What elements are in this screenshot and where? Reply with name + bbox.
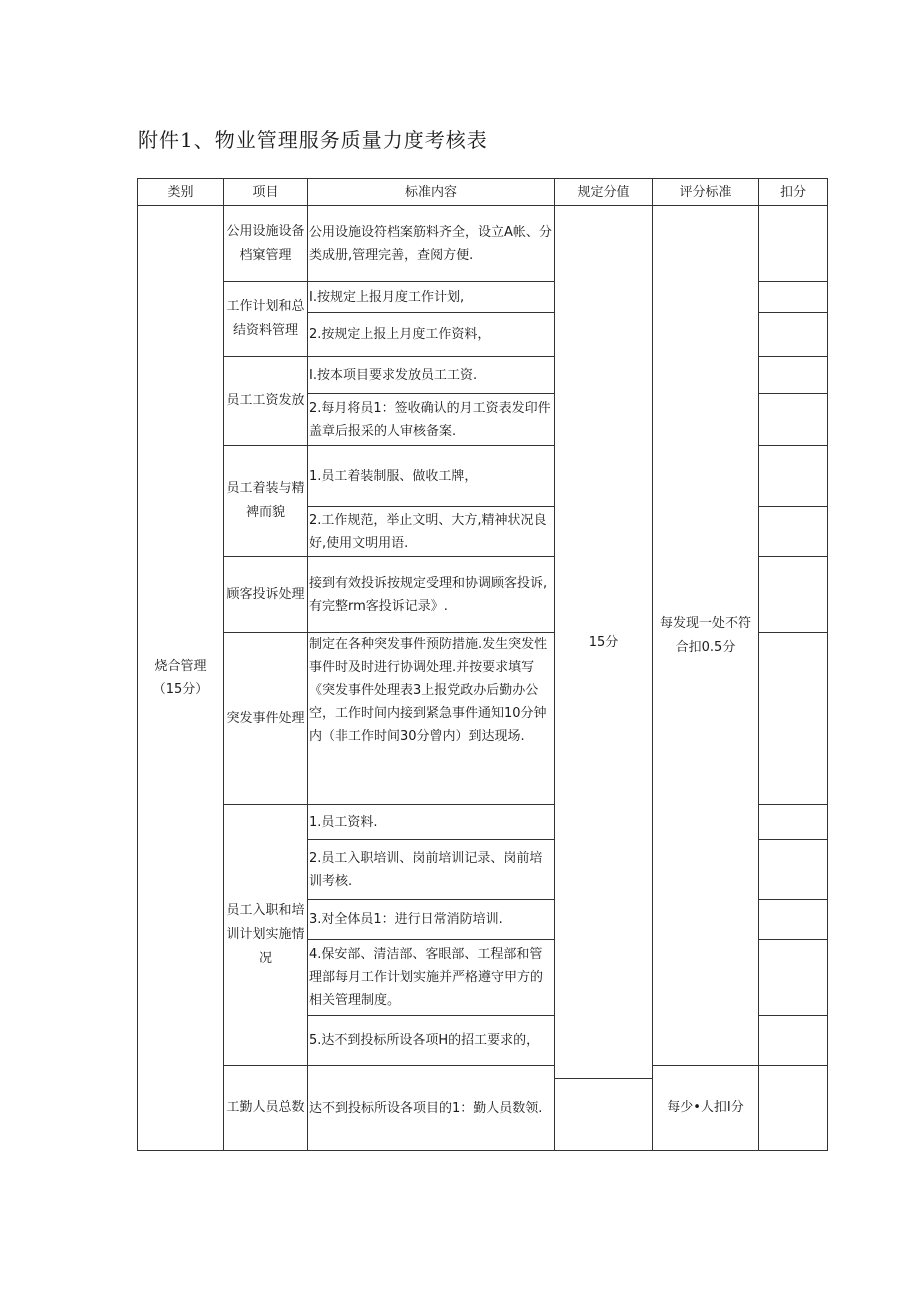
criteria-text: 每少•人扣I分 xyxy=(667,1100,744,1115)
criteria-cell xyxy=(653,1066,759,1151)
criteria-cell xyxy=(653,206,759,1066)
item-label: 突发事件处理 xyxy=(226,710,305,726)
item-cell xyxy=(224,805,308,1066)
deduction-cell xyxy=(759,940,828,1016)
item-label: 员工入职和培训计划实施情况 xyxy=(226,903,305,966)
category-points: （15分） xyxy=(152,682,209,697)
item-cell xyxy=(224,633,308,805)
header-standard: 标准内容 xyxy=(308,179,555,206)
content-cell: 1.员工资料. xyxy=(308,805,555,840)
content-cell: 公用设施设符档案筋料齐全，设立A帐、分类成册,管理完善，查阅方便. xyxy=(308,206,555,282)
document-title: 附件1、物业管理服务质量力度考核表 xyxy=(138,128,488,152)
category-name: 烧合管理 xyxy=(154,659,207,674)
content-cell: 达不到投标所设各项目的1：勤人员数领. xyxy=(308,1066,555,1151)
deduction-cell xyxy=(759,313,828,357)
assessment-table xyxy=(137,178,828,1151)
header-score: 规定分值 xyxy=(555,179,653,206)
item-label: 员工工资发放 xyxy=(226,393,305,408)
content-cell: 2.工作规范，举止文明、大方,精神状况良好,使用文明用语. xyxy=(308,507,555,557)
item-label: 员工着装与精裨而貌 xyxy=(226,481,305,520)
score-cell: 15分 xyxy=(555,206,653,1079)
header-deduction: 扣分 xyxy=(759,179,828,206)
deduction-cell xyxy=(759,633,828,805)
score-cell-empty xyxy=(555,1079,653,1151)
header-criteria: 评分标准 xyxy=(653,179,759,206)
deduction-cell xyxy=(759,507,828,557)
table-row xyxy=(138,1066,828,1079)
deduction-cell xyxy=(759,557,828,633)
header-row xyxy=(138,179,828,206)
deduction-cell xyxy=(759,394,828,446)
criteria-text: 每发现一处不符合扣0.5分 xyxy=(659,615,751,655)
item-label: 公用设施设备档窠管理 xyxy=(226,223,305,263)
item-cell xyxy=(224,206,308,282)
header-category: 类别 xyxy=(138,179,224,206)
content-cell: 2.按规定上报上月度工作资料， xyxy=(308,313,555,357)
deduction-cell xyxy=(759,900,828,940)
deduction-cell xyxy=(759,1016,828,1066)
item-cell xyxy=(224,446,308,557)
content-cell: 3.对全体员1：进行日常消防培训. xyxy=(308,900,555,940)
item-label: 工勤人员总数 xyxy=(226,1100,305,1115)
deduction-cell xyxy=(759,1066,828,1151)
item-cell xyxy=(224,282,308,357)
deduction-cell xyxy=(759,206,828,282)
content-cell: 2.员工入职培训、岗前培训记录、岗前培训考核. xyxy=(308,840,555,900)
item-cell xyxy=(224,357,308,446)
item-label: 工作计划和总结资料管理 xyxy=(226,299,305,338)
deduction-cell xyxy=(759,357,828,394)
content-cell: 制定在各种突发事件预防措施.发生突发性事件时及时进行协调处理.并按要求填写《突发事件处理表3上报党政办后勤办公空，工作时间内接到紧急事件通知10分钟内（非工作时间30分曾内）到达现场. xyxy=(308,633,555,805)
content-cell: I.按本项目要求发放员工工资. xyxy=(308,357,555,394)
content-cell: 接到有效投诉按规定受理和协调顾客投诉,有完整rm客投诉记录》. xyxy=(308,557,555,633)
item-label: 顾客投诉处理 xyxy=(226,586,305,602)
content-cell: 5.达不到投标所设各项H的招工要求的， xyxy=(308,1016,555,1066)
deduction-cell xyxy=(759,446,828,507)
content-cell: I.按规定上报月度工作计划, xyxy=(308,282,555,313)
table-row xyxy=(138,206,828,282)
category-cell xyxy=(138,206,224,1151)
header-item: 项目 xyxy=(224,179,308,206)
item-cell xyxy=(224,1066,308,1151)
item-cell xyxy=(224,557,308,633)
deduction-cell xyxy=(759,840,828,900)
deduction-cell xyxy=(759,805,828,840)
deduction-cell xyxy=(759,282,828,313)
content-cell: 4.保安部、清洁部、客眼部、工程部和管理部每月工作计划实施并严格遵守甲方的相关管理制度。 xyxy=(308,940,555,1016)
content-cell: 2.每月将员1：签收确认的月工资表发印件盖章后报采的人审核备案. xyxy=(308,394,555,446)
content-cell: 1.员工着装制服、做收工牌， xyxy=(308,446,555,507)
